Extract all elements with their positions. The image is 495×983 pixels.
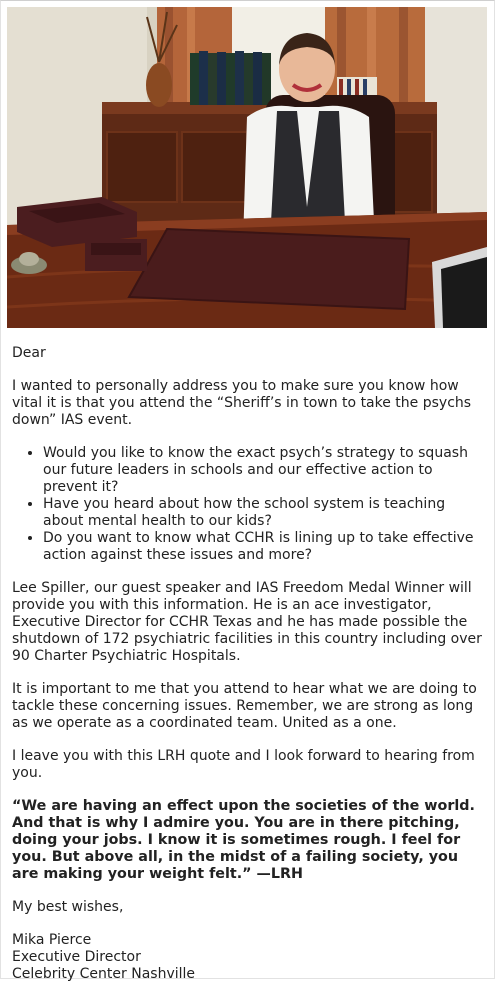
intro-paragraph: I wanted to personally address you to make sure you know how vital it is that you attend the “Sheriff’s in town to take the psychs down” IAS event.: [12, 378, 472, 428]
importance-paragraph: It is important to me that you attend to hear what we are doing to tackle these concerning issues. Remember, we are strong as long as we operate as a coordinated team. United as a one.: [12, 681, 477, 731]
letter-body: [12, 345, 482, 983]
closing: My best wishes,: [12, 899, 124, 915]
signature-title: Executive Director: [12, 949, 141, 965]
lrh-quote: “We are having an effect upon the societies of the world. And that is why I admire you. You are in there pitching, doing your jobs. I know it is sometimes rough. I feel for you. But above all, in the midst of a failing society, you are making your weight felt.” —LRH: [12, 798, 475, 882]
quote-intro-paragraph: I leave you with this LRH quote and I look forward to hearing from you.: [12, 748, 475, 781]
list-item: • Would you like to know the exact psych’s strategy to squash our future leaders in schools and our effective action to prevent it?: [43, 445, 482, 496]
signature-name: Mika Pierce: [12, 932, 92, 948]
greeting: Dear: [12, 345, 46, 361]
signature-block: [12, 932, 482, 983]
list-item: • Do you want to know what CCHR is lining up to take effective action against these issues and more?: [43, 530, 482, 564]
header-photo: [7, 7, 487, 328]
question-list: [12, 445, 482, 564]
speaker-paragraph: Lee Spiller, our guest speaker and IAS Freedom Medal Winner will provide you with this information. He is an ace investigator, Executive Director for CCHR Texas and he has made possible the shutdown of 172 psychiatric facilities in this country including over 90 Charter Psychiatric Hospitals.: [12, 580, 482, 664]
signature-org: Celebrity Center Nashville: [12, 966, 196, 982]
list-item: • Have you heard about how the school system is teaching about mental health to our kids?: [43, 496, 482, 530]
